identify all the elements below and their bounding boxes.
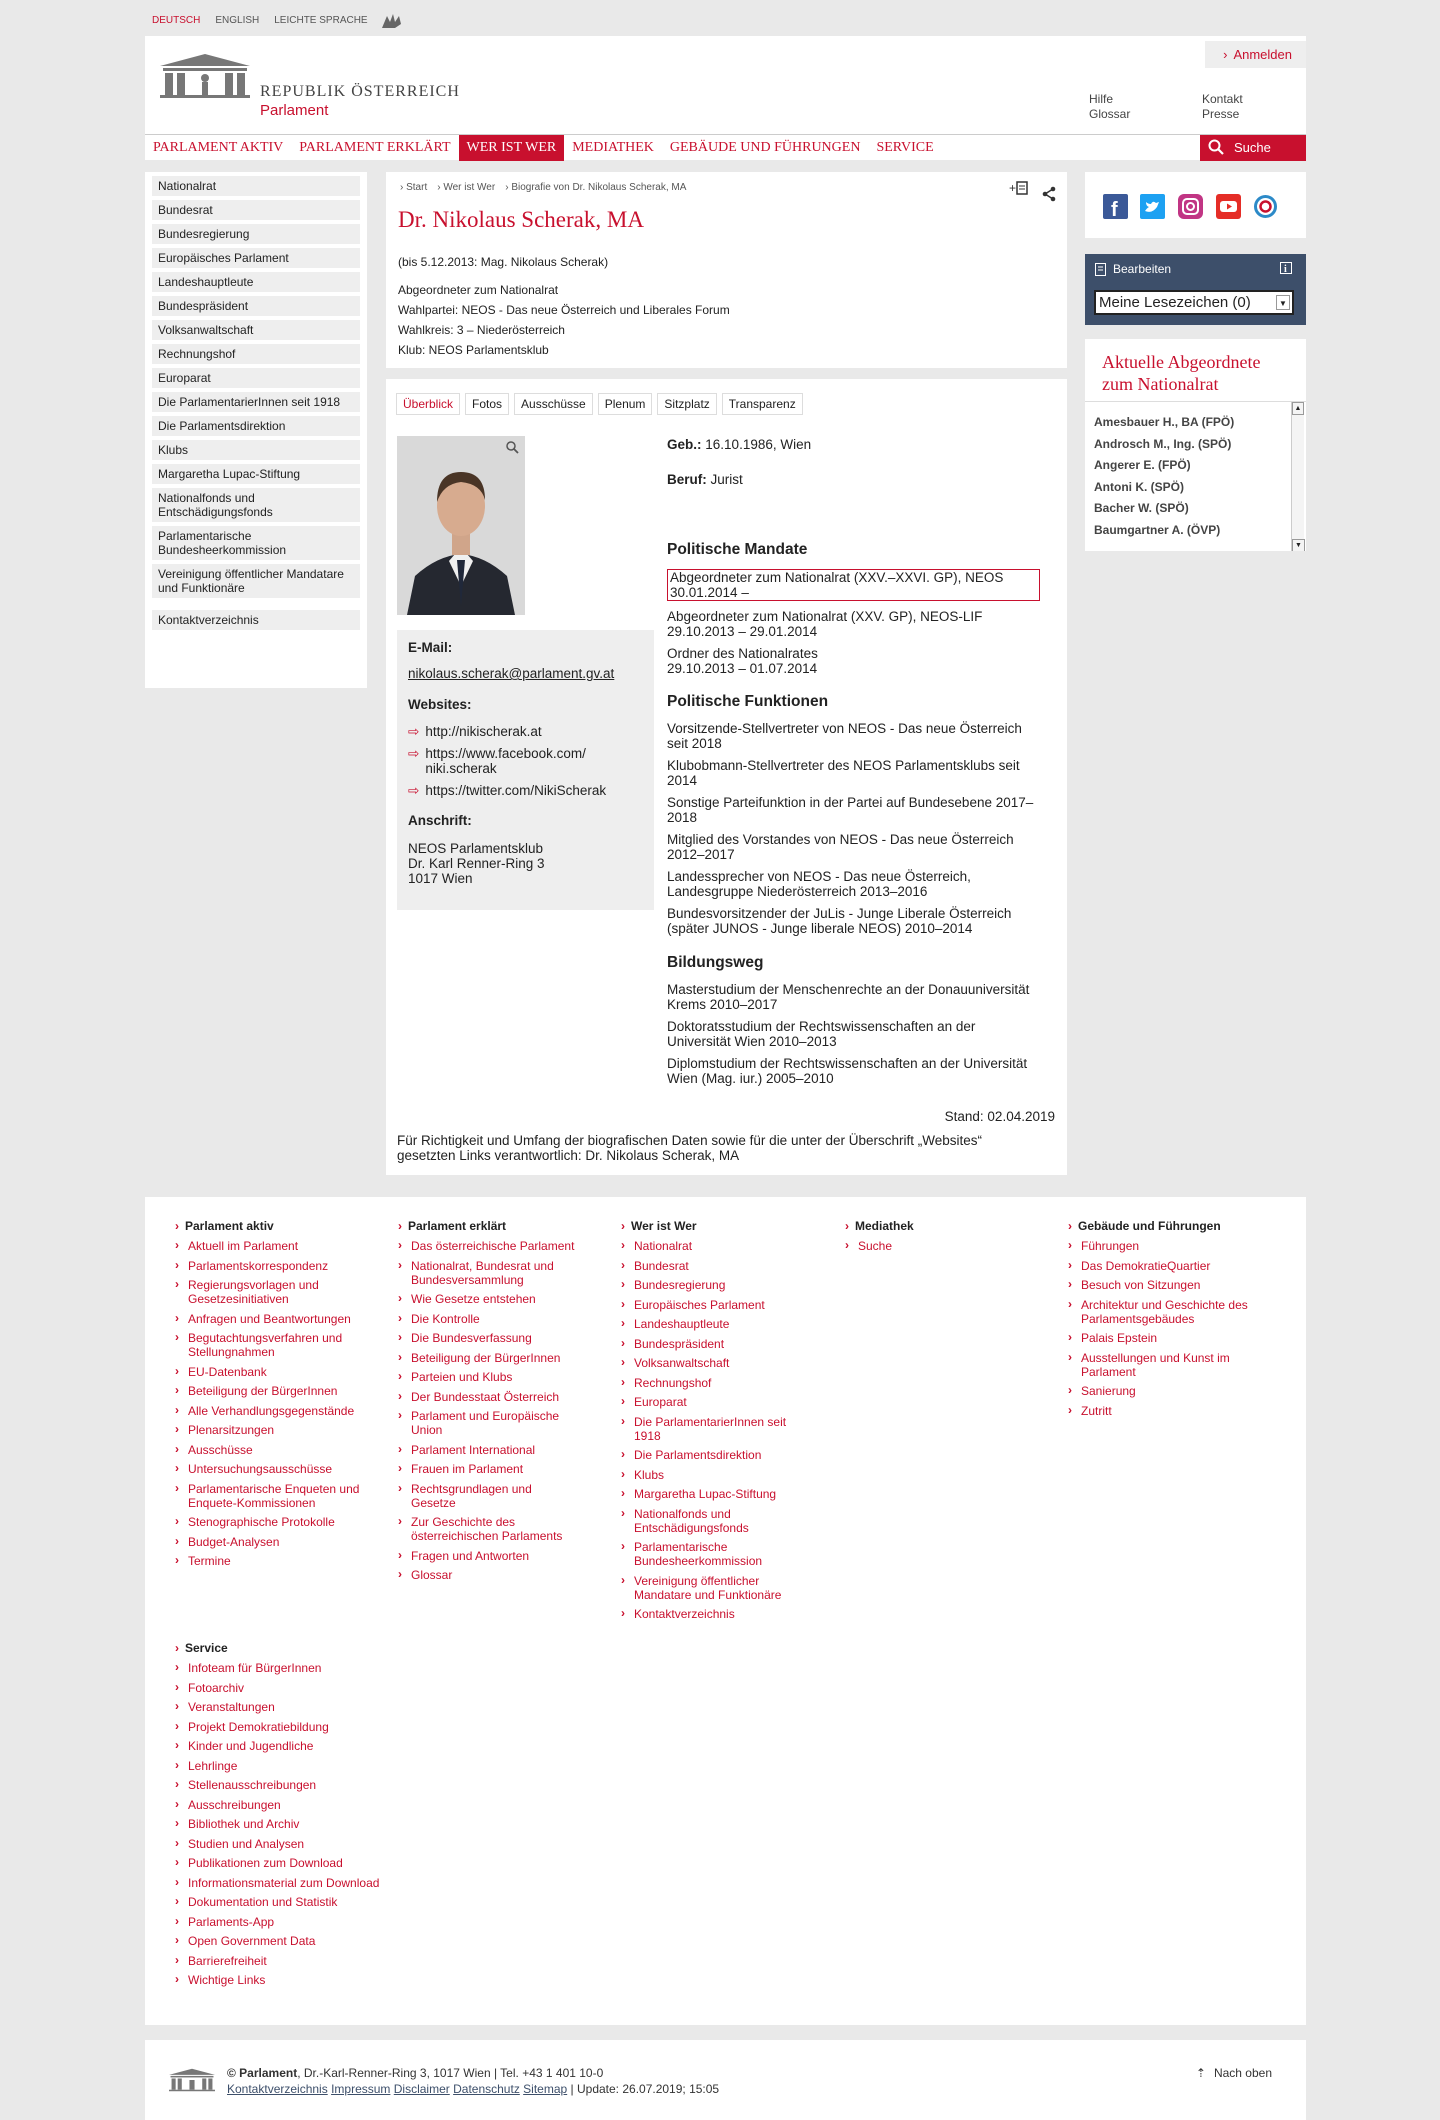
tab-ueberblick[interactable]: Überblick [396, 393, 460, 415]
footer-heading[interactable]: › Mediathek [845, 1219, 1005, 1233]
facebook-icon[interactable] [1103, 194, 1128, 222]
arrow-up-icon: ⇡ [1195, 2066, 1206, 2080]
add-bookmark-icon[interactable] [1009, 180, 1031, 201]
language-bar [152, 15, 405, 33]
member-link[interactable]: Amesbauer H., BA (FPÖ) [1094, 415, 1235, 429]
back-to-top-link[interactable]: ⇡ Nach oben [1195, 2066, 1272, 2080]
sidebar-item[interactable]: Nationalrat [152, 176, 360, 196]
sign-language-icon[interactable] [379, 12, 405, 33]
sidebar-item[interactable]: Europäisches Parlament [152, 248, 360, 268]
footer-link[interactable]: › EU-Datenbank [175, 1365, 360, 1379]
bookmark-select[interactable]: Meine Lesezeichen (0) ▼ [1094, 290, 1294, 315]
funktion-item: Vorsitzende-Stellvertreter von NEOS - Das neue Österreich seit 2018 [667, 721, 1022, 751]
footer-link[interactable]: › Rechtsgrundlagen und Gesetze [398, 1482, 578, 1510]
bottom-link[interactable]: Impressum [331, 2082, 391, 2096]
footer-link[interactable]: › Untersuchungsausschüsse [175, 1462, 360, 1476]
footer-link[interactable]: › Parlamentarische Enqueten und Enquete-Kommissionen [175, 1482, 360, 1510]
profile-district: Wahlkreis: 3 – Niederösterreich [398, 323, 565, 337]
breadcrumb-item: › Biografie von Dr. Nikolaus Scherak, MA [505, 182, 687, 193]
footer-link[interactable]: › Beteiligung der BürgerInnen [175, 1384, 360, 1398]
social-media-bar [1085, 172, 1306, 238]
address-label: Anschrift: [408, 813, 472, 828]
footer-link[interactable]: › Parlamentarische Bundesheerkommission [621, 1540, 801, 1568]
bottom-link[interactable]: Disclaimer [393, 2082, 450, 2096]
svg-text:i: i [1284, 264, 1287, 274]
share-icon[interactable] [1041, 186, 1057, 205]
footer-link[interactable]: › Ausschreibungen [175, 1798, 395, 1812]
bottom-info [227, 2065, 719, 2097]
footer-link[interactable]: › Die Kontrolle [398, 1312, 578, 1326]
bildung-item: Masterstudium der Menschenrechte an der Donauuniversität Krems 2010–2017 [667, 982, 1030, 1012]
mandate-heading: Politische Mandate [667, 541, 808, 558]
footer-link[interactable]: › Vereinigung öffentlicher Mandatare und Funktionäre [621, 1574, 801, 1602]
press-link[interactable]: Presse [1202, 107, 1240, 121]
footer-link[interactable]: › Kontaktverzeichnis [621, 1607, 801, 1621]
mandate-item: Abgeordneter zum Nationalrat (XXV. GP), NEOS-LIF 29.10.2013 – 29.01.2014 [667, 609, 983, 639]
footer-link[interactable]: › Die Bundesverfassung [398, 1331, 578, 1345]
footer-link[interactable]: › Parlaments-App [175, 1915, 395, 1929]
search-icon [1208, 139, 1224, 158]
nav-gebaeude[interactable]: GEBÄUDE UND FÜHRUNGEN [669, 140, 861, 155]
footer-link[interactable]: › Bundesrat [621, 1259, 801, 1273]
footer-link[interactable]: › Europarat [621, 1395, 801, 1409]
bottom-link[interactable]: Sitemap [523, 2082, 568, 2096]
sidebar-item[interactable]: Klubs [152, 440, 360, 460]
footer-link[interactable]: › Publikationen zum Download [175, 1856, 395, 1870]
footer-link[interactable]: › Budget-Analysen [175, 1535, 360, 1549]
footer-link[interactable]: › Nationalrat [621, 1239, 801, 1253]
info-icon[interactable] [1280, 262, 1292, 277]
youtube-icon[interactable] [1216, 194, 1241, 222]
tab-ausschuesse[interactable]: Ausschüsse [514, 393, 593, 415]
logo-title[interactable]: REPUBLIK ÖSTERREICH [260, 83, 460, 100]
footer-link[interactable]: › Ausschüsse [175, 1443, 360, 1457]
mandate-item: Abgeordneter zum Nationalrat (XXV.–XXVI. GP), NEOS 30.01.2014 – [667, 569, 1040, 601]
sidebar-item[interactable]: Die Parlamentsdirektion [152, 416, 360, 436]
footer-heading[interactable]: › Parlament erklärt [398, 1219, 578, 1233]
websites-label: Websites: [408, 697, 472, 712]
footer-link[interactable]: › Volksanwaltschaft [621, 1356, 801, 1370]
footer-link[interactable]: › Besuch von Sitzungen [1068, 1278, 1253, 1292]
footer-link[interactable]: › Kinder und Jugendliche [175, 1739, 395, 1753]
copyright-brand: © Parlament [227, 2066, 298, 2080]
footer-col-parlament-erklaert [398, 1219, 578, 1588]
search-button[interactable]: Suche [1200, 135, 1306, 161]
footer-link[interactable]: › Nationalrat, Bundesrat und Bundesversammlung [398, 1259, 578, 1287]
footer-link[interactable]: › Bibliothek und Archiv [175, 1817, 395, 1831]
footer-link[interactable]: › Barrierefreiheit [175, 1954, 395, 1968]
edit-icon [1095, 263, 1106, 279]
mediathek-icon[interactable] [1253, 194, 1278, 222]
footer-link[interactable]: › Wie Gesetze entstehen [398, 1292, 578, 1306]
svg-text:f: f [1111, 199, 1118, 219]
footer-link[interactable]: › Ausstellungen und Kunst im Parlament [1068, 1351, 1253, 1379]
members-list[interactable] [1085, 401, 1306, 551]
footer-heading[interactable]: › Gebäude und Führungen [1068, 1219, 1253, 1233]
bottom-link[interactable]: Datenschutz [453, 2082, 520, 2096]
site-footer [145, 1197, 1306, 2025]
external-link-icon: ⇨ [408, 724, 420, 739]
bildung-heading: Bildungsweg [667, 954, 764, 971]
nav-mediathek[interactable]: MEDIATHEK [572, 140, 654, 155]
external-link-icon: ⇨ [408, 783, 420, 798]
profession-info: Beruf: Jurist [667, 472, 743, 487]
twitter-icon[interactable] [1140, 194, 1165, 222]
footer-link[interactable]: › Begutachtungsverfahren und Stellungnahmen [175, 1331, 360, 1359]
member-link[interactable]: Androsch M., Ing. (SPÖ) [1094, 436, 1232, 451]
footer-link[interactable]: › Parteien und Klubs [398, 1370, 578, 1384]
footer-col-service [175, 1641, 395, 1993]
sidebar-item[interactable]: Kontaktverzeichnis [152, 610, 360, 630]
login-button[interactable]: › Anmelden [1205, 41, 1306, 68]
footer-link[interactable]: › Parlament International [398, 1443, 578, 1457]
footer-link[interactable]: › Klubs [621, 1468, 801, 1482]
footer-link[interactable]: › Dokumentation und Statistik [175, 1895, 395, 1909]
member-link[interactable]: Angerer E. (FPÖ) [1094, 458, 1191, 472]
tab-sitzplatz[interactable]: Sitzplatz [657, 393, 716, 415]
footer-link[interactable]: › Sanierung [1068, 1384, 1253, 1398]
breadcrumb-item[interactable]: › Wer ist Wer [437, 182, 496, 193]
instagram-icon[interactable] [1178, 194, 1203, 222]
profile-party: Wahlpartei: NEOS - Das neue Österreich und Liberales Forum [398, 303, 730, 317]
profile-info [398, 280, 730, 360]
footer-link[interactable]: › Zur Geschichte des österreichischen Parlaments [398, 1515, 578, 1543]
footer-link[interactable]: › Parlament und Europäische Union [398, 1409, 578, 1437]
page-title: Dr. Nikolaus Scherak, MA [398, 207, 644, 232]
contact-box [397, 630, 654, 910]
profile-header-card [386, 172, 1067, 368]
members-heading: Aktuelle Abgeordnete zum Nationalrat [1102, 352, 1261, 394]
breadcrumb [400, 182, 686, 193]
lang-easy-link[interactable]: LEICHTE SPRACHE [274, 15, 368, 26]
footer-link[interactable]: › Stellenausschreibungen [175, 1778, 395, 1792]
footer-col-mediathek [845, 1219, 1005, 1259]
footer-link[interactable]: › Rechnungshof [621, 1376, 801, 1390]
nav-wer-ist-wer[interactable]: WER IST WER [459, 135, 565, 161]
funktionen-heading: Politische Funktionen [667, 693, 829, 710]
members-scrollbar[interactable]: ▲ ▼ [1291, 402, 1304, 551]
footer-link[interactable]: › Projekt Demokratiebildung [175, 1720, 395, 1734]
footer-heading[interactable]: › Service [175, 1641, 395, 1655]
sidebar-item[interactable]: Nationalfonds und Entschädigungsfonds [152, 488, 360, 522]
stand-date: Stand: 02.04.2019 [944, 1109, 1055, 1124]
header-link-group-left [1089, 92, 1130, 122]
help-link[interactable]: Hilfe [1089, 92, 1114, 106]
email-link[interactable]: nikolaus.scherak@parlament.gv.at [408, 666, 615, 681]
footer-link[interactable]: › Anfragen und Beantwortungen [175, 1312, 360, 1326]
funktion-item: Landessprecher von NEOS - Das neue Österreich, Landesgruppe Niederösterreich 2013–2016 [667, 869, 971, 899]
birth-info: Geb.: 16.10.1986, Wien [667, 437, 812, 452]
bookmark-panel [1085, 254, 1306, 325]
logo-subtitle[interactable]: Parlament [260, 102, 329, 119]
member-link[interactable]: Baumgartner A. (ÖVP) [1094, 522, 1221, 537]
footer-col-wer-ist-wer [621, 1219, 801, 1627]
chevron-right-icon: › [1223, 47, 1228, 62]
footer-heading[interactable]: › Parlament aktiv [175, 1219, 360, 1233]
current-members-panel [1085, 339, 1306, 551]
breadcrumb-item[interactable]: › Start [400, 182, 428, 193]
profile-tabs [396, 393, 803, 415]
footer-link[interactable]: › Bundespräsident [621, 1337, 801, 1351]
sidebar-item[interactable]: Bundesregierung [152, 224, 360, 244]
sidebar-item[interactable]: Europarat [152, 368, 360, 388]
parliament-logo-small-icon[interactable] [169, 2066, 215, 2097]
copyright-address: , Dr.-Karl-Renner-Ring 3, 1017 Wien | Tel. +43 1 401 10-0 [297, 2066, 604, 2080]
member-link[interactable]: Antoni K. (SPÖ) [1094, 479, 1184, 494]
footer-link[interactable]: › Regierungsvorlagen und Gesetzesinitiativen [175, 1278, 360, 1306]
sidebar-item[interactable]: Parlamentarische Bundesheerkommission [152, 526, 360, 560]
footer-col-gebaeude [1068, 1219, 1253, 1423]
sidebar-item[interactable]: Rechnungshof [152, 344, 360, 364]
footer-link[interactable]: › Fragen und Antworten [398, 1549, 578, 1563]
sidebar [145, 172, 367, 688]
bildung-item: Doktoratsstudium der Rechtswissenschaften an der Universität Wien 2010–2013 [667, 1019, 976, 1049]
svg-text:+: + [1009, 181, 1017, 195]
sidebar-item[interactable]: Volksanwaltschaft [152, 320, 360, 340]
website-link[interactable]: ⇨ https://twitter.com/NikiScherak [408, 783, 607, 798]
footer-link[interactable]: › Europäisches Parlament [621, 1298, 801, 1312]
footer-link[interactable]: › Alle Verhandlungsgegenstände [175, 1404, 360, 1418]
contact-link[interactable]: Kontakt [1202, 92, 1243, 106]
disclaimer-text: Für Richtigkeit und Umfang der biografischen Daten sowie für die unter der Überschrift „Websites“ gesetzten Links verantwortlich: Dr. Nikolaus Scherak, MA [397, 1133, 983, 1163]
lang-de-link[interactable]: DEUTSCH [152, 15, 201, 26]
tab-plenum[interactable]: Plenum [598, 393, 653, 415]
sidebar-item[interactable]: Vereinigung öffentlicher Mandatare und Funktionäre [152, 564, 360, 598]
footer-link[interactable]: › Stenographische Protokolle [175, 1515, 360, 1529]
tab-fotos[interactable]: Fotos [465, 393, 509, 415]
footer-heading[interactable]: › Wer ist Wer [621, 1219, 801, 1233]
footer-link[interactable]: › Informationsmaterial zum Download [175, 1876, 395, 1890]
funktion-item: Mitglied des Vorstandes von NEOS - Das neue Österreich 2012–2017 [667, 832, 1014, 862]
glossary-link[interactable]: Glossar [1089, 107, 1131, 121]
website-link[interactable]: ⇨ http://nikischerak.at [408, 724, 542, 739]
nav-parlament-aktiv[interactable]: PARLAMENT AKTIV [153, 140, 284, 155]
footer-link[interactable]: › Margaretha Lupac-Stiftung [621, 1487, 801, 1501]
footer-link[interactable]: › Veranstaltungen [175, 1700, 395, 1714]
footer-link[interactable]: › Das österreichische Parlament [398, 1239, 578, 1253]
footer-link[interactable]: › Open Government Data [175, 1934, 395, 1948]
tab-transparenz[interactable]: Transparenz [722, 393, 803, 415]
footer-link[interactable]: › Studien und Analysen [175, 1837, 395, 1851]
profile-role: Abgeordneter zum Nationalrat [398, 283, 559, 297]
funktion-item: Klubobmann-Stellvertreter des NEOS Parlamentsklubs seit 2014 [667, 758, 1020, 788]
footer-link[interactable]: › Die ParlamentarierInnen seit 1918 [621, 1415, 801, 1443]
mandate-item: Ordner des Nationalrates 29.10.2013 – 01.07.2014 [667, 646, 818, 676]
footer-link[interactable]: › Wichtige Links [175, 1973, 395, 1987]
zoom-icon[interactable] [505, 440, 519, 457]
nav-service[interactable]: SERVICE [876, 140, 934, 155]
funktion-item: Sonstige Parteifunktion in der Partei auf Bundesebene 2017– 2018 [667, 795, 1034, 825]
footer-col-parlament-aktiv [175, 1219, 360, 1574]
former-name: (bis 5.12.2013: Mag. Nikolaus Scherak) [398, 255, 609, 269]
footer-link[interactable]: › Das DemokratieQuartier [1068, 1259, 1253, 1273]
website-link[interactable]: ⇨ https://www.facebook.com/ niki.scherak [408, 746, 586, 776]
footer-link[interactable]: › Landeshauptleute [621, 1317, 801, 1331]
footer-link[interactable]: › Parlamentskorrespondenz [175, 1259, 360, 1273]
footer-link[interactable]: › Lehrlinge [175, 1759, 395, 1773]
bottom-link[interactable]: Kontaktverzeichnis [227, 2082, 328, 2096]
footer-link[interactable]: › Beteiligung der BürgerInnen [398, 1351, 578, 1365]
member-link[interactable]: Bacher W. (SPÖ) [1094, 501, 1189, 515]
lang-en-link[interactable]: ENGLISH [215, 15, 260, 26]
footer-link[interactable]: › Führungen [1068, 1239, 1253, 1253]
footer-link[interactable]: › Termine [175, 1554, 360, 1568]
footer-link[interactable]: › Infoteam für BürgerInnen [175, 1661, 395, 1675]
footer-link[interactable]: › Nationalfonds und Entschädigungsfonds [621, 1507, 801, 1535]
sidebar-item[interactable]: Bundesrat [152, 200, 360, 220]
bildung-item: Diplomstudium der Rechtswissenschaften an der Universität Wien (Mag. iur.) 2005–2010 [667, 1056, 1028, 1086]
footer-link[interactable]: › Frauen im Parlament [398, 1462, 578, 1476]
footer-link[interactable]: › Aktuell im Parlament [175, 1239, 360, 1253]
parliament-logo-icon[interactable] [160, 54, 250, 101]
sidebar-item[interactable]: Landeshauptleute [152, 272, 360, 292]
email-label: E-Mail: [408, 640, 453, 655]
site-header [145, 36, 1306, 160]
sidebar-item[interactable]: Bundespräsident [152, 296, 360, 316]
nav-parlament-erklaert[interactable]: PARLAMENT ERKLÄRT [299, 140, 451, 155]
dropdown-arrow-icon: ▼ [1276, 295, 1290, 310]
footer-link[interactable]: › Die Parlamentsdirektion [621, 1448, 801, 1462]
portrait-photo[interactable] [397, 436, 525, 615]
footer-link[interactable]: › Glossar [398, 1568, 578, 1582]
bearbeiten-label[interactable]: Bearbeiten [1113, 262, 1172, 276]
bottom-bar [145, 2040, 1306, 2120]
header-link-group-right [1202, 92, 1243, 122]
profile-club: Klub: NEOS Parlamentsklub [398, 343, 549, 357]
footer-link[interactable]: › Plenarsitzungen [175, 1423, 360, 1437]
footer-link[interactable]: › Fotoarchiv [175, 1681, 395, 1695]
external-link-icon: ⇨ [408, 746, 420, 761]
footer-link[interactable]: › Architektur und Geschichte des Parlamentsgebäudes [1068, 1298, 1253, 1326]
footer-link[interactable]: › Zutritt [1068, 1404, 1253, 1418]
main-nav [145, 134, 1306, 160]
address-text: NEOS Parlamentsklub Dr. Karl Renner-Ring 3 1017 Wien [408, 841, 545, 886]
funktion-item: Bundesvorsitzender der JuLis - Junge Liberale Österreich (später JUNOS - Junge liberale NEOS) 2010–2014 [667, 906, 1012, 936]
sidebar-item[interactable]: Die ParlamentarierInnen seit 1918 [152, 392, 360, 412]
footer-link[interactable]: › Bundesregierung [621, 1278, 801, 1292]
update-text: | Update: 26.07.2019; 15:05 [570, 2082, 720, 2096]
footer-link[interactable]: › Suche [845, 1239, 1005, 1253]
footer-link[interactable]: › Der Bundesstaat Österreich [398, 1390, 578, 1404]
sidebar-item[interactable]: Margaretha Lupac-Stiftung [152, 464, 360, 484]
footer-link[interactable]: › Palais Epstein [1068, 1331, 1253, 1345]
